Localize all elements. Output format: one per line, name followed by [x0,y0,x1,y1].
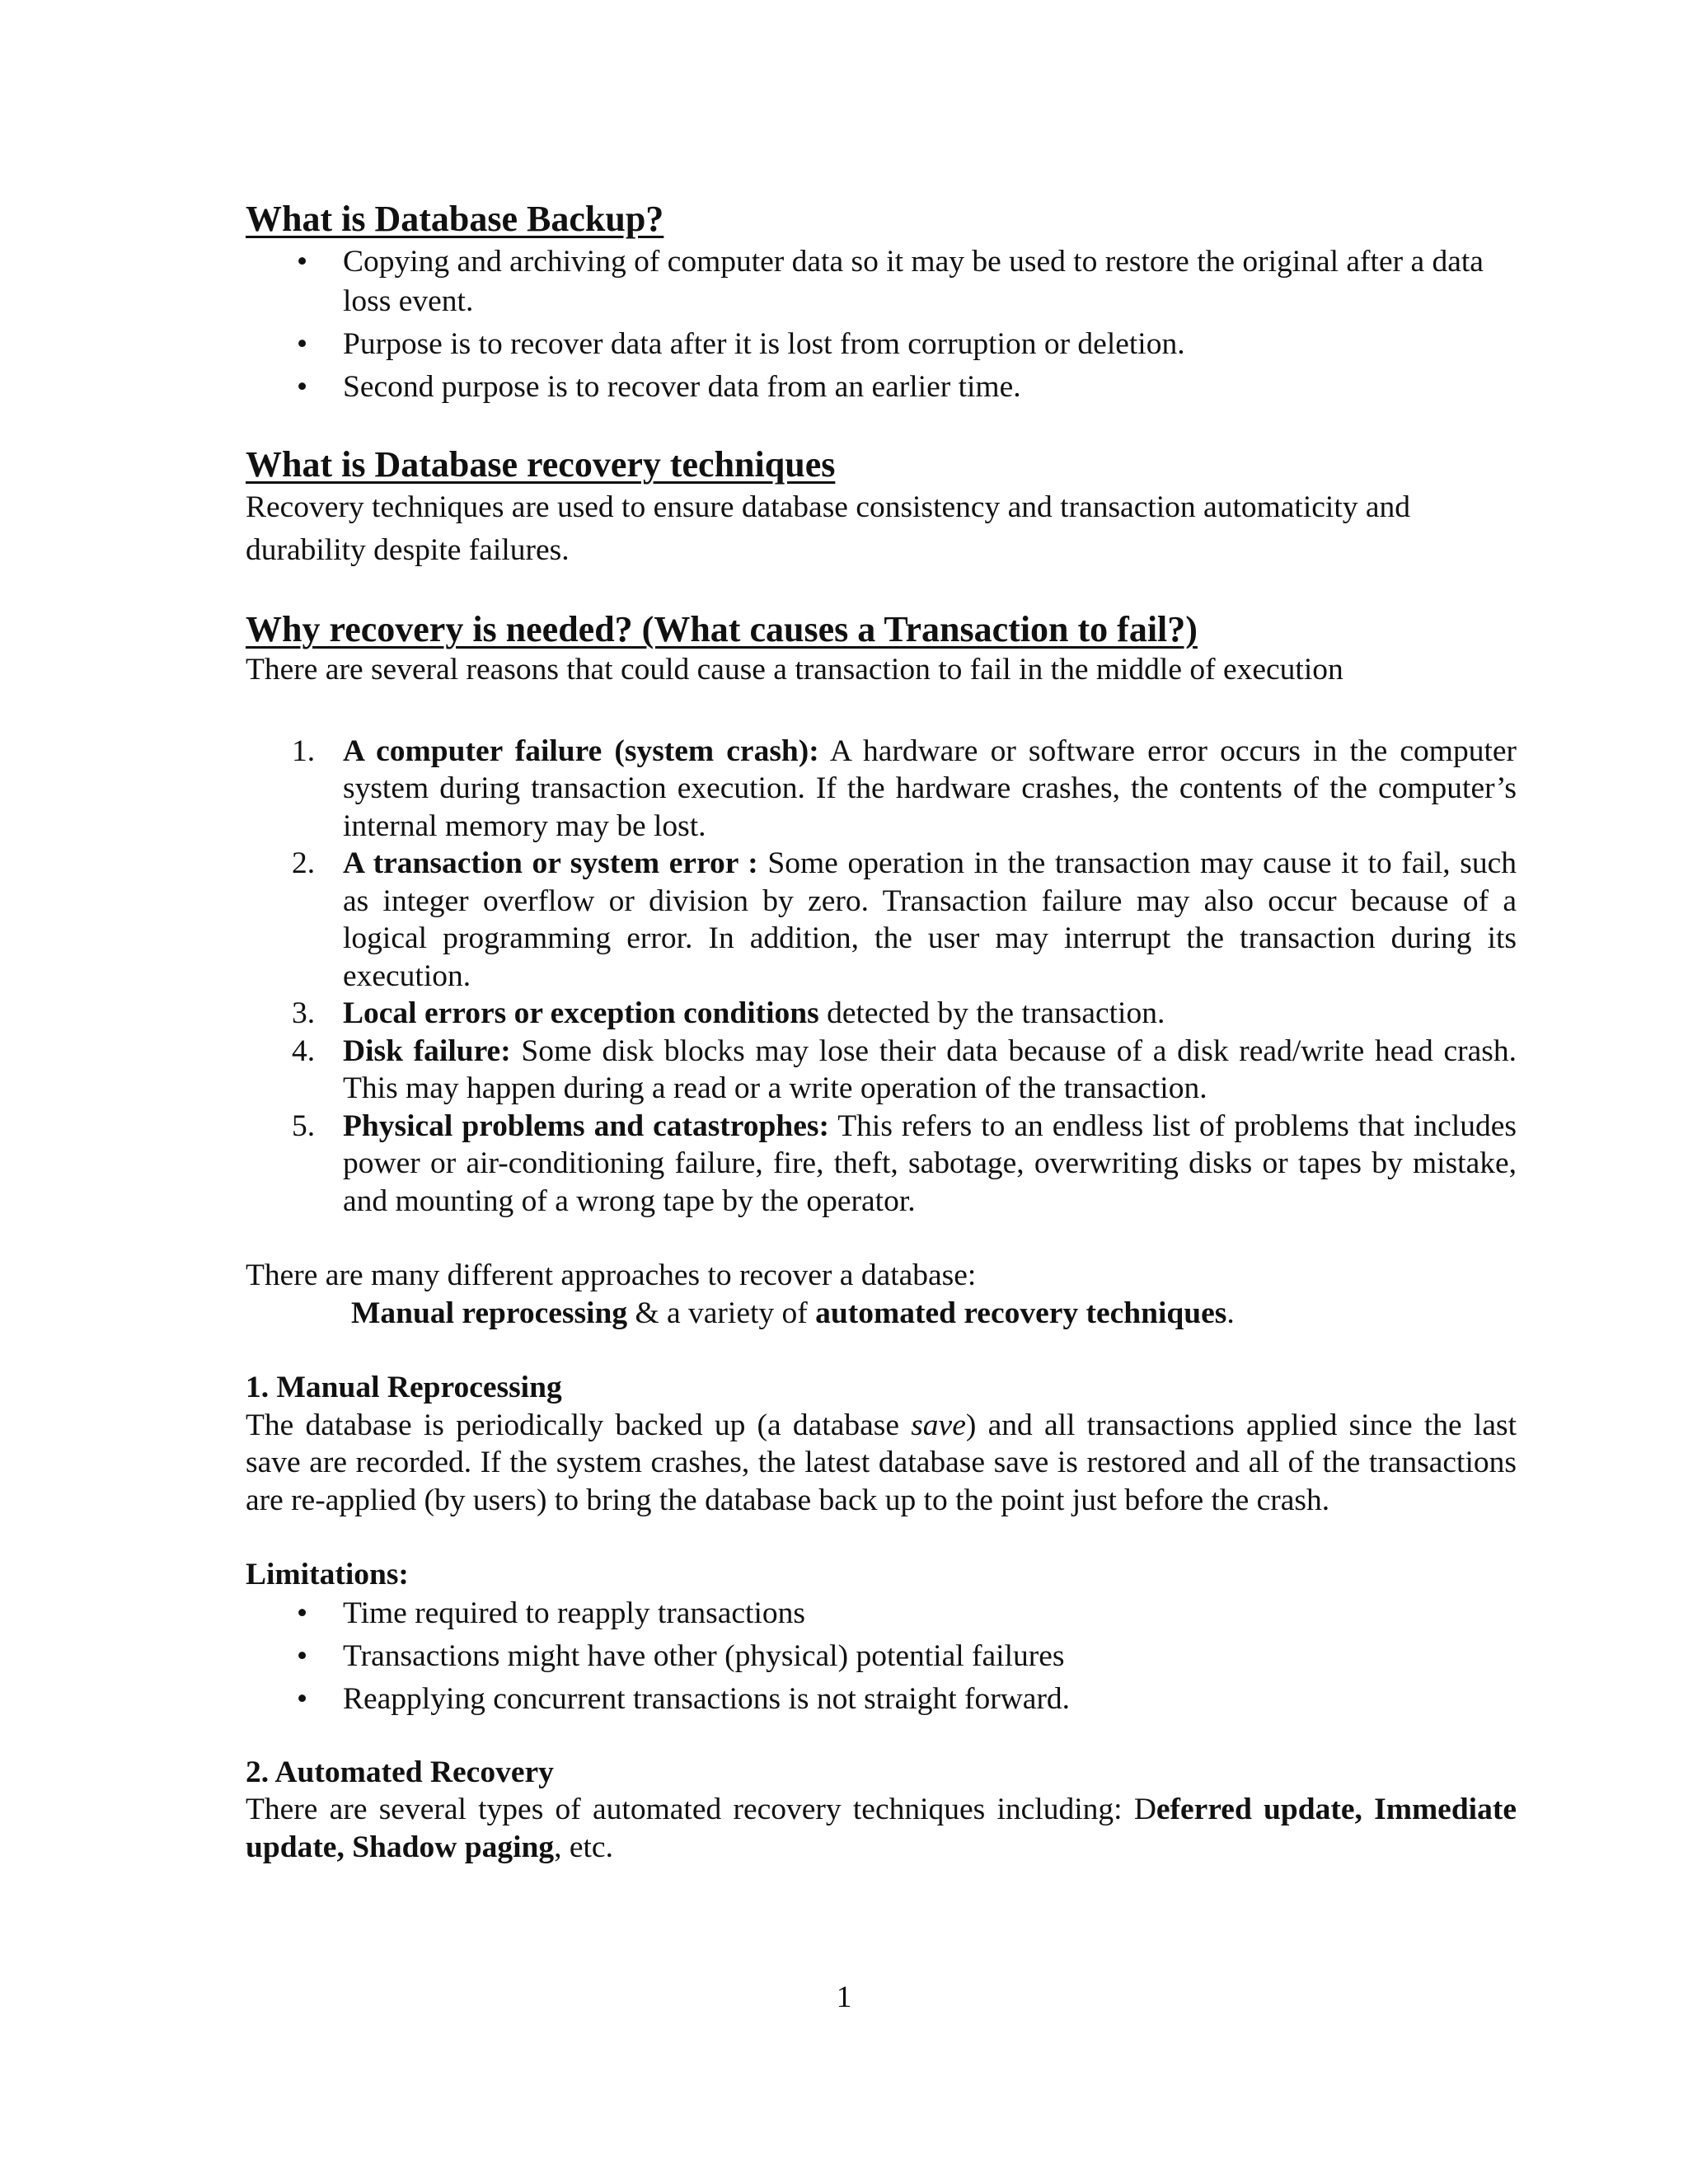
manual-text-after: ) and all transactions applied since the last save are recorded. If the system crashes, the latest database save is restored and all of the transactions are re-applied (by users) to bring the database back up to the point just before the crash. [246,1408,1517,1517]
heading-manual-reprocessing: 1. Manual Reprocessing [246,1371,562,1404]
backup-bullet-list [246,242,1517,407]
manual-text-italic: save [911,1408,966,1442]
why-recovery-intro: There are several reasons that could cause a transaction to fail in the middle of execution [246,653,1343,687]
automated-text-bold: eferred update, Immediate update, Shadow paging [246,1793,1517,1864]
automated-text-before: There are several types of automated recovery techniques including: D [246,1793,1156,1826]
page-number: 1 [836,1980,852,2014]
cause-title: A computer failure (system crash): [343,733,819,768]
cause-item [292,1108,1517,1221]
cause-item [292,845,1517,995]
cause-title: Disk failure: [343,1033,511,1068]
heading-why-recovery: Why recovery is needed? (What causes a Transaction to fail?) [246,609,1198,649]
document-page [246,198,1517,1866]
approaches-intro: There are many different approaches to recover a database: [246,1258,977,1292]
heading-automated-recovery: 2. Automated Recovery [246,1755,554,1789]
cause-title: Physical problems and catastrophes: [343,1108,829,1143]
backup-bullet-item: • Copying and archiving of computer data so it may be used to restore the original after a data loss event. [343,242,1517,321]
approach-manual: Manual reprocessing [351,1296,628,1330]
cause-text: Some operation in the transaction may cause it to fail, such as integer overflow or division by zero. Transaction failure may also occur because of a logical programming error. In addition, the user may interrupt the transaction during its execution. [343,846,1517,993]
cause-item [292,733,1517,846]
automated-recovery-text [246,1791,1517,1866]
backup-bullet-item: • Second purpose is to recover data from an earlier time. [343,368,1517,407]
approach-automated: automated recovery techniques [815,1296,1227,1330]
heading-database-backup: What is Database Backup? [246,199,664,239]
manual-reprocessing-text [246,1407,1517,1520]
recovery-techniques-text: Recovery techniques are used to ensure database consistency and transaction automaticity and durability despite failures. [246,490,1411,567]
manual-text-before: The database is periodically backed up (a database [246,1408,912,1442]
cause-text: This refers to an endless list of problems that includes power or air-conditioning failure, fire, theft, sabotage, overwriting disks or tapes by mistake, and mounting of a wrong tape by the operator. [343,1108,1517,1218]
cause-number: 5. [292,1108,316,1143]
cause-number: 3. [292,996,316,1030]
cause-number: 1. [292,733,316,768]
limitation-item: • Time required to reapply transactions [343,1594,1517,1633]
limitation-item: • Reapplying concurrent transactions is not straight forward. [343,1680,1517,1719]
failure-causes-list [246,733,1517,1221]
limitations-bullet-list [246,1594,1517,1719]
cause-number: 4. [292,1033,316,1068]
approaches-detail [246,1295,1517,1333]
cause-item [292,1033,1517,1108]
heading-limitations: Limitations: [246,1558,409,1591]
heading-recovery-techniques: What is Database recovery techniques [246,444,836,485]
cause-text: A hardware or software error occurs in the computer system during transaction execution. If the hardware crashes, the contents of the computer’s internal memory may be lost. [343,733,1517,843]
cause-item [292,995,1517,1033]
limitation-item: • Transactions might have other (physical) potential failures [343,1637,1517,1676]
cause-text: detected by the transaction. [818,996,1165,1030]
cause-text: Some disk blocks may lose their data because of a disk read/write head crash. This may happen during a read or a write operation of the transaction. [343,1033,1517,1105]
cause-number: 2. [292,846,316,880]
cause-title: Local errors or exception conditions [343,996,819,1030]
cause-title: A transaction or system error : [343,846,758,880]
approach-connector: & a variety of [627,1296,816,1330]
backup-bullet-item: • Purpose is to recover data after it is lost from corruption or deletion. [343,325,1517,364]
approach-end: . [1226,1296,1235,1330]
automated-text-after: , etc. [554,1830,613,1864]
